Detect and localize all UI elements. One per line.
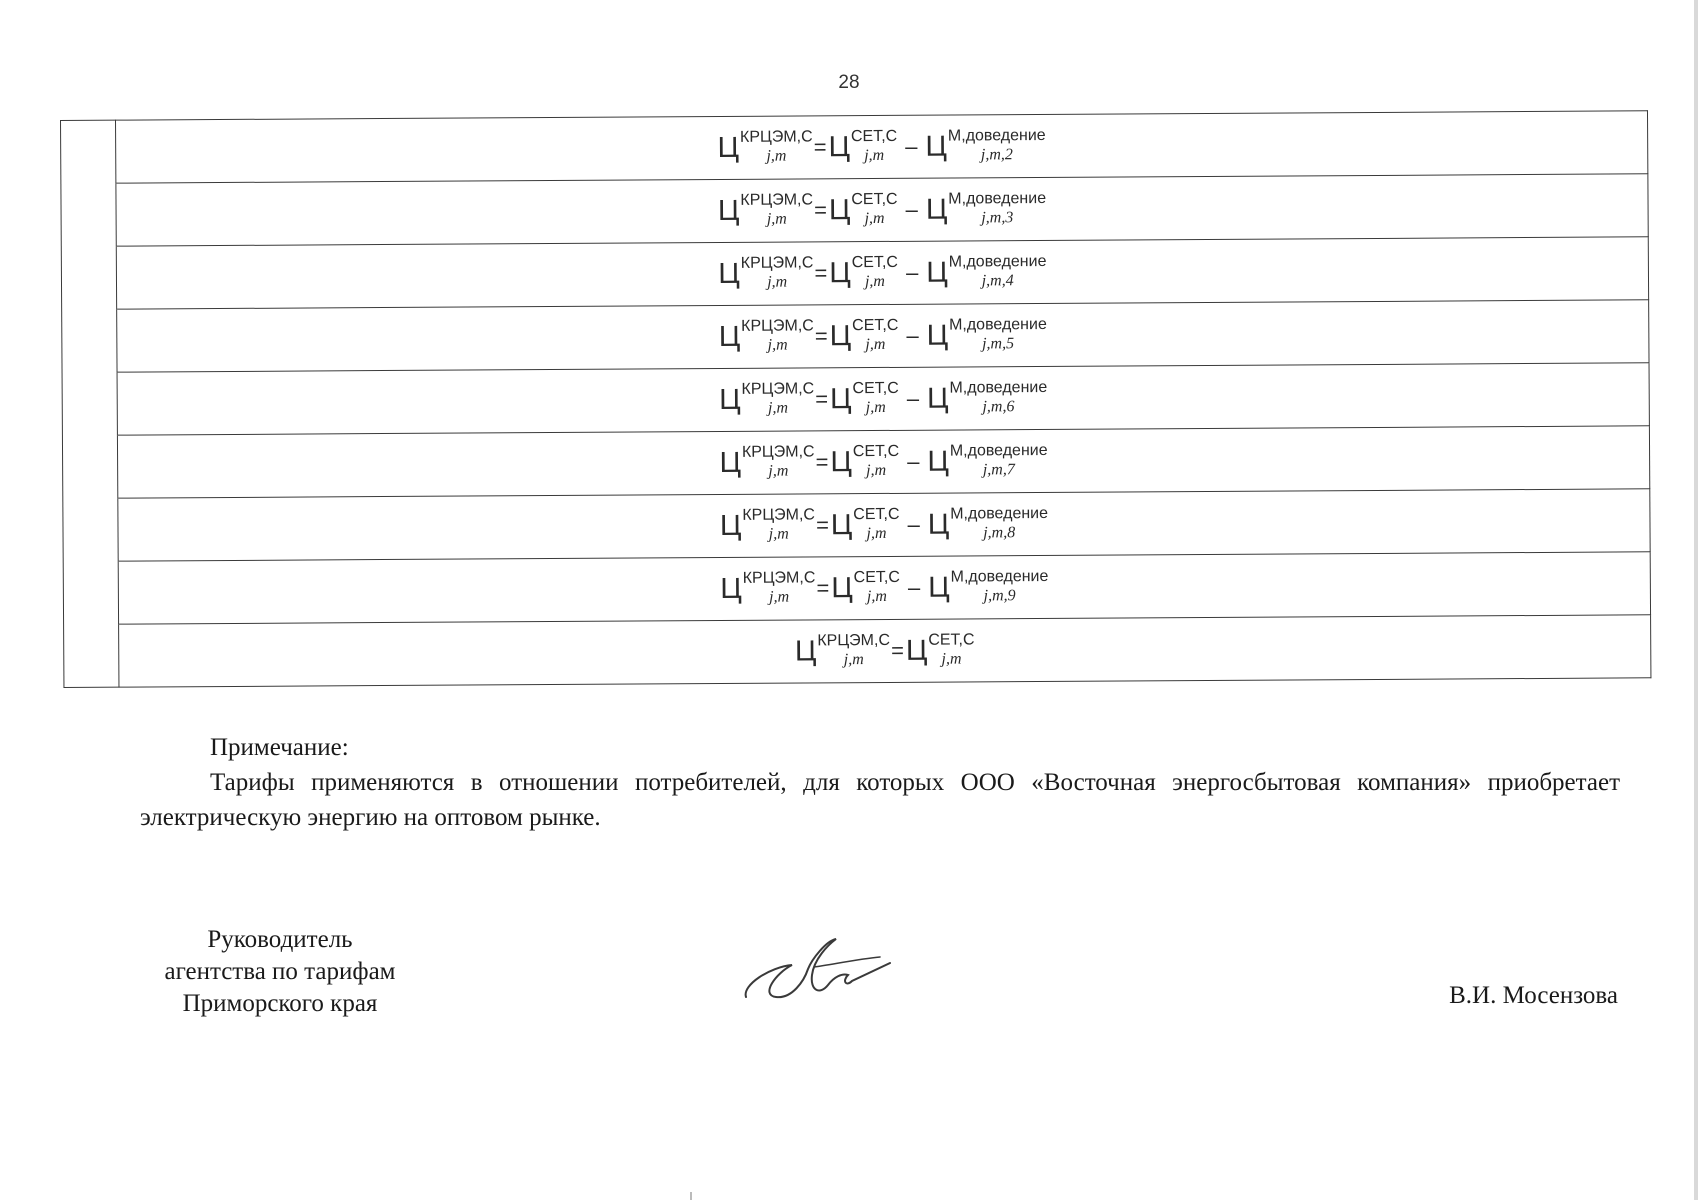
symbol-superscript: СЕТ,С <box>850 127 898 146</box>
symbol-superscript: КРЦЭМ,С <box>741 443 815 461</box>
symbol-scripts <box>742 569 816 606</box>
symbol-scripts <box>948 252 1047 290</box>
symbol-base: Ц <box>718 257 740 290</box>
price-symbol <box>719 380 815 417</box>
symbol-superscript: СЕТ,С <box>853 505 900 524</box>
formula-row <box>62 426 1649 499</box>
price-symbol <box>719 506 816 543</box>
equals-sign: = <box>814 260 828 286</box>
symbol-base: Ц <box>829 256 851 289</box>
formula-row-left-cell <box>61 183 116 246</box>
symbol-superscript: М,доведение <box>950 567 1049 586</box>
symbol-superscript: КРЦЭМ,С <box>741 317 814 335</box>
symbol-subscript: j,m <box>767 336 788 354</box>
symbol-scripts <box>852 442 900 480</box>
symbol-scripts <box>950 504 1049 542</box>
formula <box>718 252 1047 291</box>
symbol-superscript: СЕТ,С <box>853 568 900 587</box>
symbol-subscript: j,m <box>866 461 887 480</box>
symbol-subscript: j,m <box>865 398 886 417</box>
signatory-position-line: Руководитель <box>207 926 353 953</box>
symbol-superscript: КРЦЭМ,С <box>741 380 815 398</box>
formula-row-left-cell <box>61 246 116 309</box>
symbol-scripts <box>949 378 1048 416</box>
symbol-base: Ц <box>719 509 742 542</box>
note-text: Тарифы применяются в отношении потребителей, для которых ООО «Восточная энергосбытовая компания» приобретает электрическую энергию на оптовом рынке. <box>140 769 1620 831</box>
symbol-subscript: j,m <box>843 651 864 669</box>
symbol-superscript: М,доведение <box>948 315 1047 334</box>
minus-sign: – <box>906 322 919 348</box>
formula-row-left-cell <box>62 372 117 435</box>
symbol-base: Ц <box>719 446 742 479</box>
symbol-subscript: j,m <box>767 273 788 291</box>
symbol-base: Ц <box>830 445 853 478</box>
symbol-subscript: j,m <box>766 147 787 165</box>
symbol-base: Ц <box>905 634 928 667</box>
formula <box>794 631 975 669</box>
formula <box>717 189 1047 228</box>
symbol-scripts <box>817 631 891 669</box>
minus-sign: – <box>905 259 919 285</box>
price-symbol <box>830 505 900 543</box>
symbol-base: Ц <box>717 131 740 164</box>
formula-row <box>62 300 1649 373</box>
price-symbol <box>717 128 813 165</box>
equals-sign: = <box>813 134 827 160</box>
equals-sign: = <box>814 323 828 349</box>
minus-sign: – <box>907 574 921 600</box>
price-symbol <box>830 379 899 417</box>
symbol-scripts <box>852 379 899 417</box>
minus-sign: – <box>906 385 920 411</box>
price-symbol <box>926 315 1047 353</box>
formula-cell <box>117 363 1649 435</box>
symbol-superscript: СЕТ,С <box>852 379 899 398</box>
formula <box>718 315 1047 354</box>
symbol-superscript: СЕТ,С <box>928 631 975 649</box>
formula-row <box>63 552 1650 625</box>
symbol-subscript: j,m <box>866 524 887 543</box>
handwritten-signature <box>740 915 900 1015</box>
formula-row <box>61 174 1648 247</box>
symbol-subscript: j,m,4 <box>981 272 1014 290</box>
price-symbol <box>718 317 814 354</box>
formula-cell <box>117 426 1649 498</box>
symbol-subscript: j,m <box>766 210 787 228</box>
symbol-subscript: j,m <box>767 399 789 417</box>
formula-cell <box>116 237 1648 309</box>
formula-row <box>61 111 1648 184</box>
formula-table <box>60 110 1651 688</box>
formula-cell <box>117 300 1649 372</box>
symbol-subscript: j,m,8 <box>983 524 1016 542</box>
symbol-superscript: М,доведение <box>949 441 1048 460</box>
symbol-base: Ц <box>928 571 950 604</box>
symbol-base: Ц <box>718 320 741 353</box>
symbol-scripts <box>851 190 898 228</box>
symbol-superscript: КРЦЭМ,С <box>742 569 816 587</box>
formula-cell <box>118 489 1650 561</box>
price-symbol <box>926 378 1048 416</box>
signatory-position-line: агентства по тарифам <box>164 958 396 985</box>
symbol-scripts <box>928 631 975 668</box>
symbol-base: Ц <box>926 319 949 352</box>
symbol-superscript: КРЦЭМ,С <box>739 128 813 146</box>
signatory-position <box>140 924 420 1020</box>
symbol-superscript: СЕТ,С <box>852 316 899 335</box>
symbol-subscript: j,m <box>768 462 789 480</box>
symbol-scripts <box>949 441 1048 479</box>
price-symbol <box>928 567 1049 605</box>
scan-artifact <box>690 1192 692 1200</box>
signer-name: В.И. Мосензова <box>1449 982 1618 1009</box>
formula <box>717 126 1046 165</box>
symbol-scripts <box>853 505 900 543</box>
symbol-superscript: СЕТ,С <box>851 190 898 209</box>
equals-sign: = <box>815 512 829 538</box>
symbol-base: Ц <box>927 445 949 478</box>
symbol-base: Ц <box>830 508 853 541</box>
symbol-superscript: СЕТ,С <box>852 442 900 461</box>
price-symbol <box>828 127 898 165</box>
symbol-base: Ц <box>925 130 948 163</box>
symbol-base: Ц <box>829 319 852 352</box>
signatory-position-line: Приморского края <box>182 990 378 1017</box>
symbol-scripts <box>742 506 816 543</box>
symbol-superscript: М,доведение <box>947 126 1046 145</box>
symbol-subscript: j,m <box>865 335 886 354</box>
price-symbol <box>927 504 1049 542</box>
formula-row <box>61 237 1648 310</box>
price-symbol <box>717 191 814 228</box>
symbol-base: Ц <box>925 193 948 226</box>
symbol-base: Ц <box>828 193 851 226</box>
symbol-subscript: j,m <box>866 587 887 606</box>
formula <box>719 378 1048 417</box>
symbol-subscript: j,m <box>864 272 886 291</box>
symbol-scripts <box>950 567 1049 605</box>
minus-sign: – <box>905 133 918 159</box>
price-symbol <box>829 316 899 354</box>
symbol-subscript: j,m <box>768 525 789 543</box>
equals-sign: = <box>815 449 829 475</box>
price-symbol <box>925 189 1047 227</box>
price-symbol <box>830 442 900 480</box>
symbol-subscript: j,m,7 <box>982 461 1015 479</box>
price-symbol <box>829 253 899 291</box>
symbol-subscript: j,m,9 <box>983 587 1016 605</box>
symbol-scripts <box>850 127 898 165</box>
price-symbol <box>926 252 1047 290</box>
formula-row <box>62 363 1649 436</box>
symbol-scripts <box>948 189 1047 227</box>
page-edge-shadow <box>1694 0 1698 1200</box>
formula-row-final <box>64 615 1651 688</box>
symbol-scripts <box>852 316 899 354</box>
symbol-base: Ц <box>926 382 949 415</box>
formula-row-left-cell <box>62 309 117 372</box>
price-symbol <box>720 569 816 606</box>
symbol-superscript: СЕТ,С <box>851 253 899 272</box>
symbol-superscript: М,доведение <box>948 252 1047 271</box>
symbol-scripts <box>853 568 900 606</box>
note-block <box>140 730 1620 835</box>
formula-row-left-cell <box>62 435 117 498</box>
symbol-subscript: j,m <box>769 588 790 606</box>
formula <box>719 441 1048 480</box>
note-title: Примечание: <box>210 734 349 761</box>
minus-sign: – <box>905 196 918 222</box>
equals-sign: = <box>815 386 829 412</box>
equals-sign: = <box>814 197 828 223</box>
price-symbol <box>794 631 891 669</box>
symbol-subscript: j,m <box>864 209 885 228</box>
symbol-superscript: М,доведение <box>949 378 1048 397</box>
minus-sign: – <box>907 448 920 474</box>
formula-cell <box>116 111 1648 183</box>
formula-cell <box>118 552 1650 624</box>
symbol-subscript: j,m,5 <box>982 335 1015 353</box>
symbol-base: Ц <box>927 508 950 541</box>
formula <box>720 567 1049 606</box>
price-symbol <box>905 631 975 668</box>
symbol-superscript: КРЦЭМ,С <box>742 506 816 524</box>
minus-sign: – <box>907 511 920 537</box>
symbol-scripts <box>851 253 899 291</box>
price-symbol <box>927 441 1048 479</box>
symbol-base: Ц <box>719 383 741 416</box>
symbol-base: Ц <box>828 130 851 163</box>
symbol-base: Ц <box>926 256 948 289</box>
symbol-scripts <box>947 126 1046 164</box>
price-symbol <box>831 568 900 606</box>
symbol-base: Ц <box>794 634 817 668</box>
symbol-scripts <box>740 254 814 291</box>
page-number: 28 <box>838 72 860 93</box>
price-symbol <box>719 443 815 480</box>
symbol-scripts <box>739 128 813 165</box>
symbol-superscript: КРЦЭМ,С <box>740 254 814 272</box>
symbol-scripts <box>948 315 1047 353</box>
symbol-scripts <box>741 380 815 417</box>
symbol-base: Ц <box>717 194 740 227</box>
formula-cell <box>116 174 1648 246</box>
symbol-base: Ц <box>720 572 742 605</box>
formula-row-left-cell <box>64 624 119 687</box>
symbol-superscript: М,доведение <box>948 189 1047 208</box>
formula-row-left-cell <box>63 561 118 624</box>
symbol-base: Ц <box>831 571 853 604</box>
symbol-base: Ц <box>830 382 852 415</box>
price-symbol <box>925 126 1046 164</box>
formula-row-left-cell <box>63 498 118 561</box>
equals-sign: = <box>816 575 830 601</box>
symbol-superscript: КРЦЭМ,С <box>740 191 814 209</box>
price-symbol <box>718 254 814 291</box>
formula <box>719 504 1049 543</box>
formula-row <box>63 489 1650 562</box>
symbol-superscript: КРЦЭМ,С <box>817 631 891 650</box>
price-symbol <box>828 190 898 228</box>
formula-cell <box>119 615 1651 687</box>
symbol-subscript: j,m,6 <box>982 398 1015 416</box>
symbol-subscript: j,m <box>941 650 962 668</box>
symbol-scripts <box>741 317 814 354</box>
equals-sign: = <box>890 637 904 663</box>
symbol-subscript: j,m <box>864 146 885 165</box>
symbol-scripts <box>741 443 815 480</box>
symbol-subscript: j,m,2 <box>980 146 1013 164</box>
symbol-scripts <box>740 191 814 228</box>
formula-row-left-cell <box>61 120 116 183</box>
symbol-subscript: j,m,3 <box>981 209 1014 227</box>
symbol-superscript: М,доведение <box>950 504 1049 523</box>
